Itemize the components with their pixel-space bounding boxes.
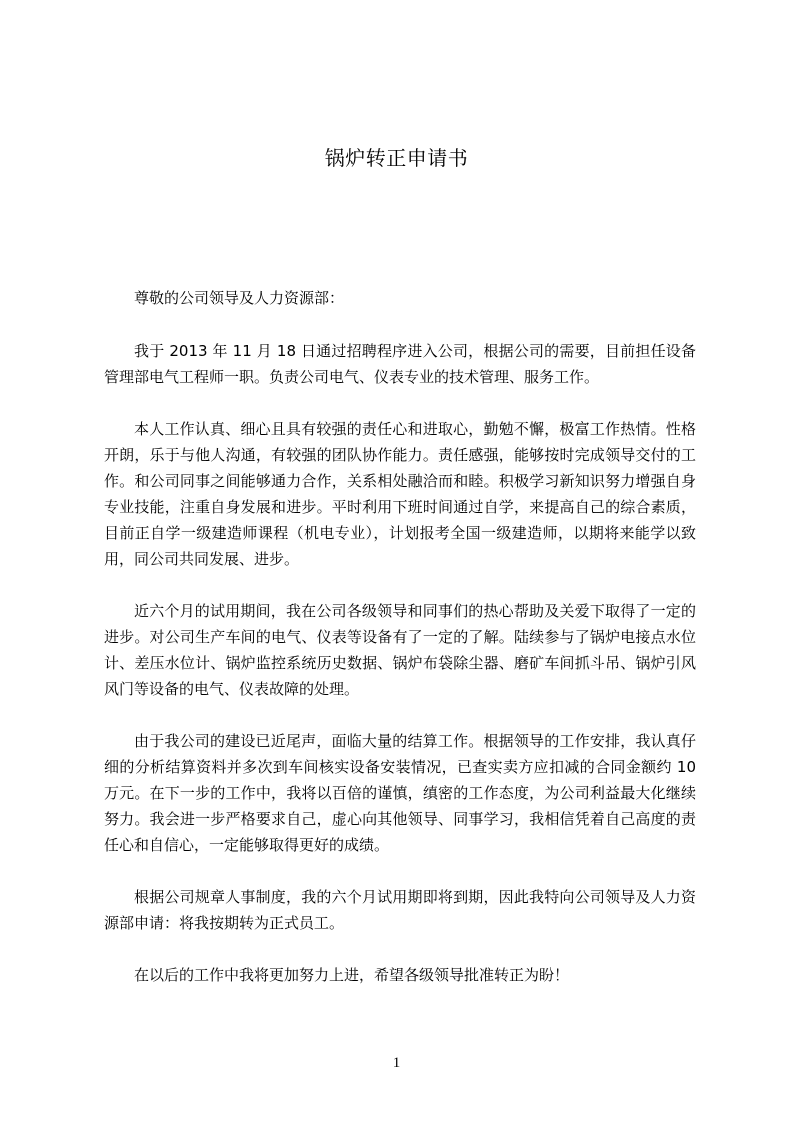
paragraph-employment: 我于 2013 年 11 月 18 日通过招聘程序进入公司，根据公司的需要，目前担任设备管理部电气工程师一职。负责公司电气、仪表专业的技术管理、服务工作。 [104,342,696,386]
document-body [104,285,696,988]
page-number: 1 [392,1055,401,1071]
paragraph-progress: 近六个月的试用期间，我在公司各级领导和同事们的热心帮助及关爱下取得了一定的进步。对公司生产车间的电气、仪表等设备有了一定的了解。陆续参与了锅炉电接点水位计、差压水位计、锅炉监控系统历史数据、锅炉布袋除尘器、磨矿车间抓斗吊、锅炉引风风门等设备的电气、仪表故障的处理。 [104,602,696,698]
paragraph-closing: 在以后的工作中我将更加努力上进，希望各级领导批准转正为盼！ [134,966,570,984]
salutation: 尊敬的公司领导及人力资源部： [134,289,345,307]
paragraph-settlement-work: 由于我公司的建设已近尾声，面临大量的结算工作。根据领导的工作安排，我认真仔细的分析结算资料并多次到车间核实设备安装情况，已查实卖方应扣减的合同金额约 10 万元。在下一步的工作中，我将以百倍的谨慎，缜密的工作态度，为公司利益最大化继续努力。我会进一步严格要求自己，虚心向其他领导、同事学习，我相信凭着自己高度的责任心和自信心，一定能够取得更好的成绩。 [104,732,696,854]
paragraph-self-assessment: 本人工作认真、细心且具有较强的责任心和进取心，勤勉不懈，极富工作热情。性格开朗，乐于与他人沟通，有较强的团队协作能力。责任感强，能够按时完成领导交付的工作。和公司同事之间能够通力合作，关系相处融洽而和睦。积极学习新知识努力增强自身专业技能，注重自身发展和进步。平时利用下班时间通过自学，来提高自己的综合素质，目前正自学一级建造师课程（机电专业），计划报考全国一级建造师，以期将来能学以致用，同公司共同发展、进步。 [104,420,696,568]
paragraph-request: 根据公司规章人事制度，我的六个月试用期即将到期，因此我特向公司领导及人力资源部申请：将我按期转为正式员工。 [104,888,696,932]
document-title: 锅炉转正申请书 [324,146,469,170]
